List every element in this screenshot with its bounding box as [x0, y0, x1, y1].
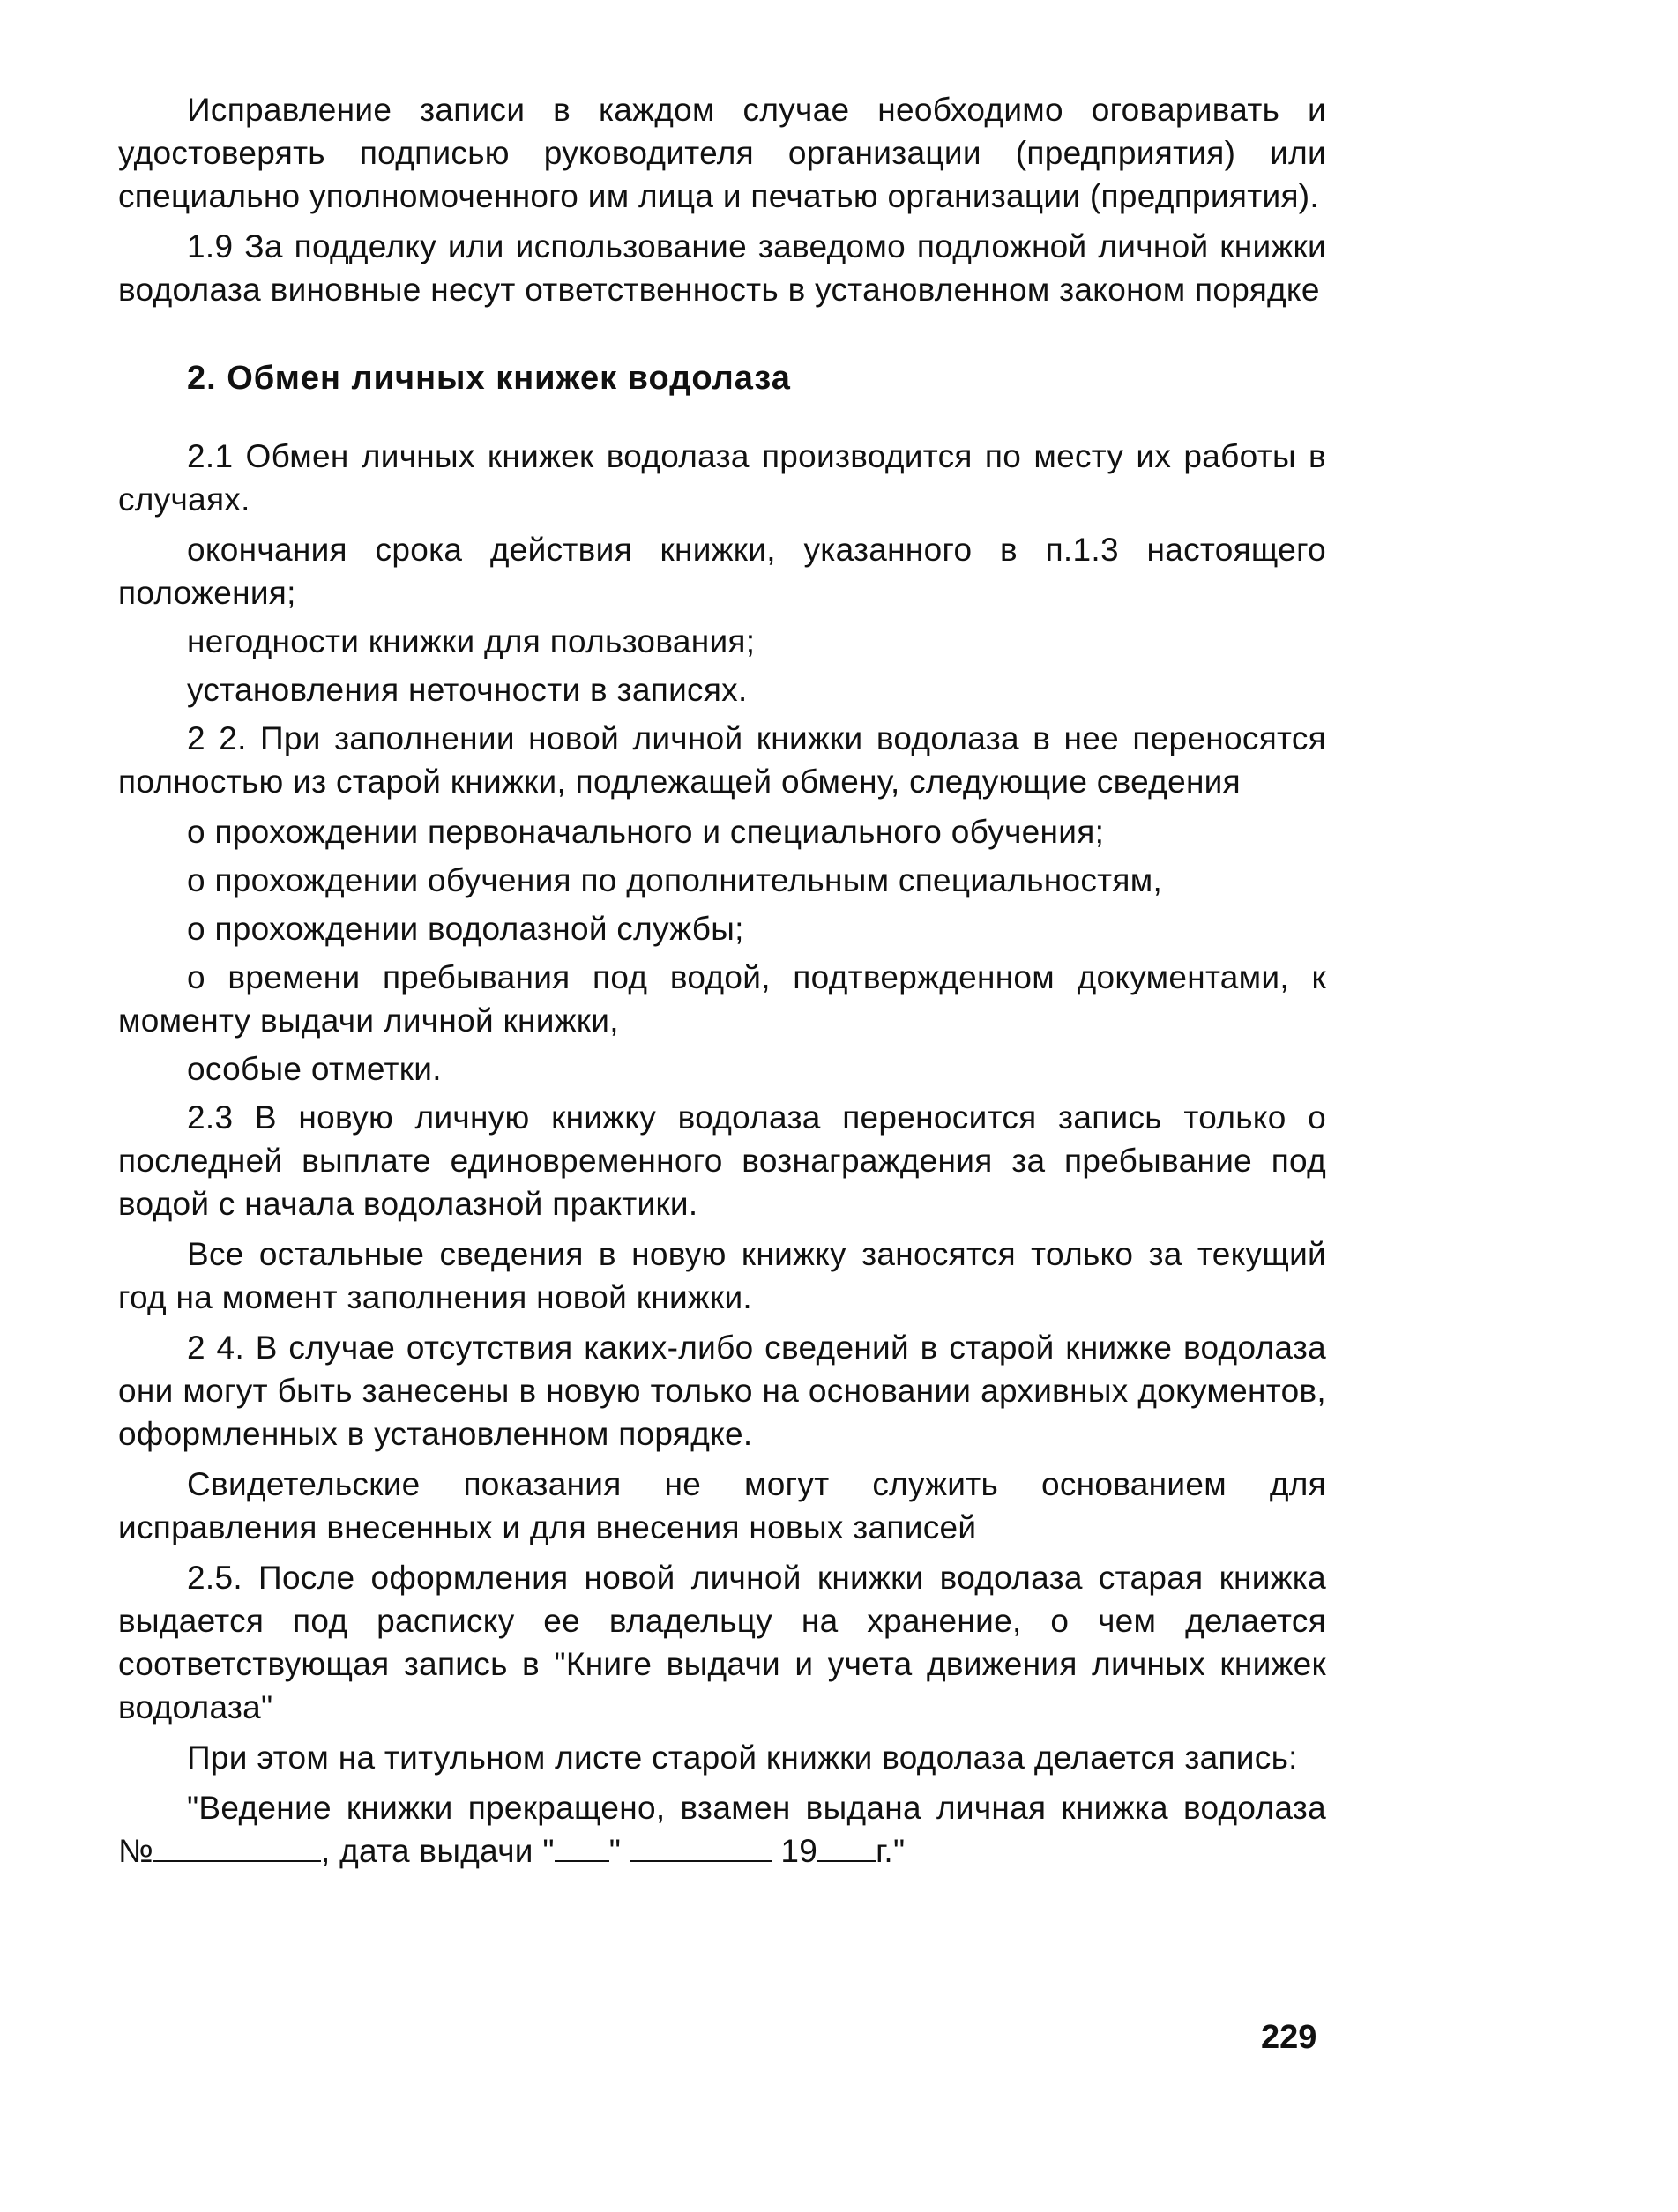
paragraph-title-page-note: При этом на титульном листе старой книжки водолаза делается запись: — [187, 1739, 1298, 1776]
blank-day — [555, 1834, 609, 1862]
blank-book-number — [153, 1834, 321, 1862]
section-heading: 2. Обмен личных книжек водолаза — [187, 360, 791, 397]
final-statement-text: "Ведение книжки прекращено, взамен выдана личная книжка водолаза № — [118, 1790, 1326, 1869]
paragraph-2-2: 2 2. При заполнении новой личной книжки водолаза в нее переносятся полностью из старой книжки, подлежащей обмену, следующие сведения — [118, 720, 1326, 800]
blank-year — [817, 1834, 876, 1862]
list-item-initial-training: о прохождении первоначального и специального обучения; — [187, 814, 1105, 850]
final-statement-year-suffix: г." — [876, 1833, 906, 1869]
paragraph-2-5: 2.5. После оформления новой личной книжки водолаза старая книжка выдается под расписку ее владельцу на хранение, о чем делается соответствующая запись в "Книге выдачи и учета движения личных книжек водолаза" — [118, 1560, 1326, 1725]
paragraph-testimony: Свидетельские показания не могут служить основанием для исправления внесенных и для внесения новых записей — [118, 1466, 1326, 1545]
paragraph-2-4: 2 4. В случае отсутствия каких-либо сведений в старой книжке водолаза они могут быть занесены в новую только на основании архивных документов, оформленных в установленном порядке. — [118, 1329, 1326, 1452]
paragraph-correction-rule: Исправление записи в каждом случае необходимо оговаривать и удостоверять подписью руководителя организации (предприятия) или специально уполномоченного им лица и печатью организации (предприятия). — [118, 92, 1326, 214]
final-statement-quote: " — [608, 1833, 622, 1869]
blank-month — [630, 1834, 772, 1862]
document-page — [118, 88, 1326, 1880]
list-item-inaccuracy: установления неточности в записях. — [187, 672, 748, 708]
paragraph-1-9: 1.9 За подделку или использование заведомо подложной личной книжки водолаза виновные несут ответственность в установленном законом порядке — [118, 228, 1326, 308]
list-item-diving-service: о прохождении водолазной службы; — [187, 911, 744, 947]
page-number: 229 — [1261, 2019, 1317, 2056]
list-item-unfit: негодности книжки для пользования; — [187, 623, 756, 659]
list-item-additional-training: о прохождении обучения по дополнительным специальностям, — [187, 862, 1163, 898]
paragraph-2-3: 2.3 В новую личную книжку водолаза переносится запись только о последней выплате единовременного вознаграждения за пребывание под водой с начала водолазной практики. — [118, 1099, 1326, 1222]
list-item-expiry: окончания срока действия книжки, указанного в п.1.3 настоящего положения; — [118, 532, 1326, 611]
list-item-underwater-time: о времени пребывания под водой, подтвержденном документами, к моменту выдачи личной книжки, — [118, 959, 1326, 1039]
paragraph-2-1: 2.1 Обмен личных книжек водолаза производится по месту их работы в случаях. — [118, 438, 1326, 518]
final-statement-date-label: , дата выдачи " — [321, 1833, 555, 1869]
final-statement-year-prefix: 19 — [780, 1833, 818, 1869]
paragraph-other-info: Все остальные сведения в новую книжку заносятся только за текущий год на момент заполнения новой книжки. — [118, 1236, 1326, 1315]
final-statement — [118, 1786, 1326, 1873]
list-item-special-marks: особые отметки. — [187, 1051, 442, 1087]
